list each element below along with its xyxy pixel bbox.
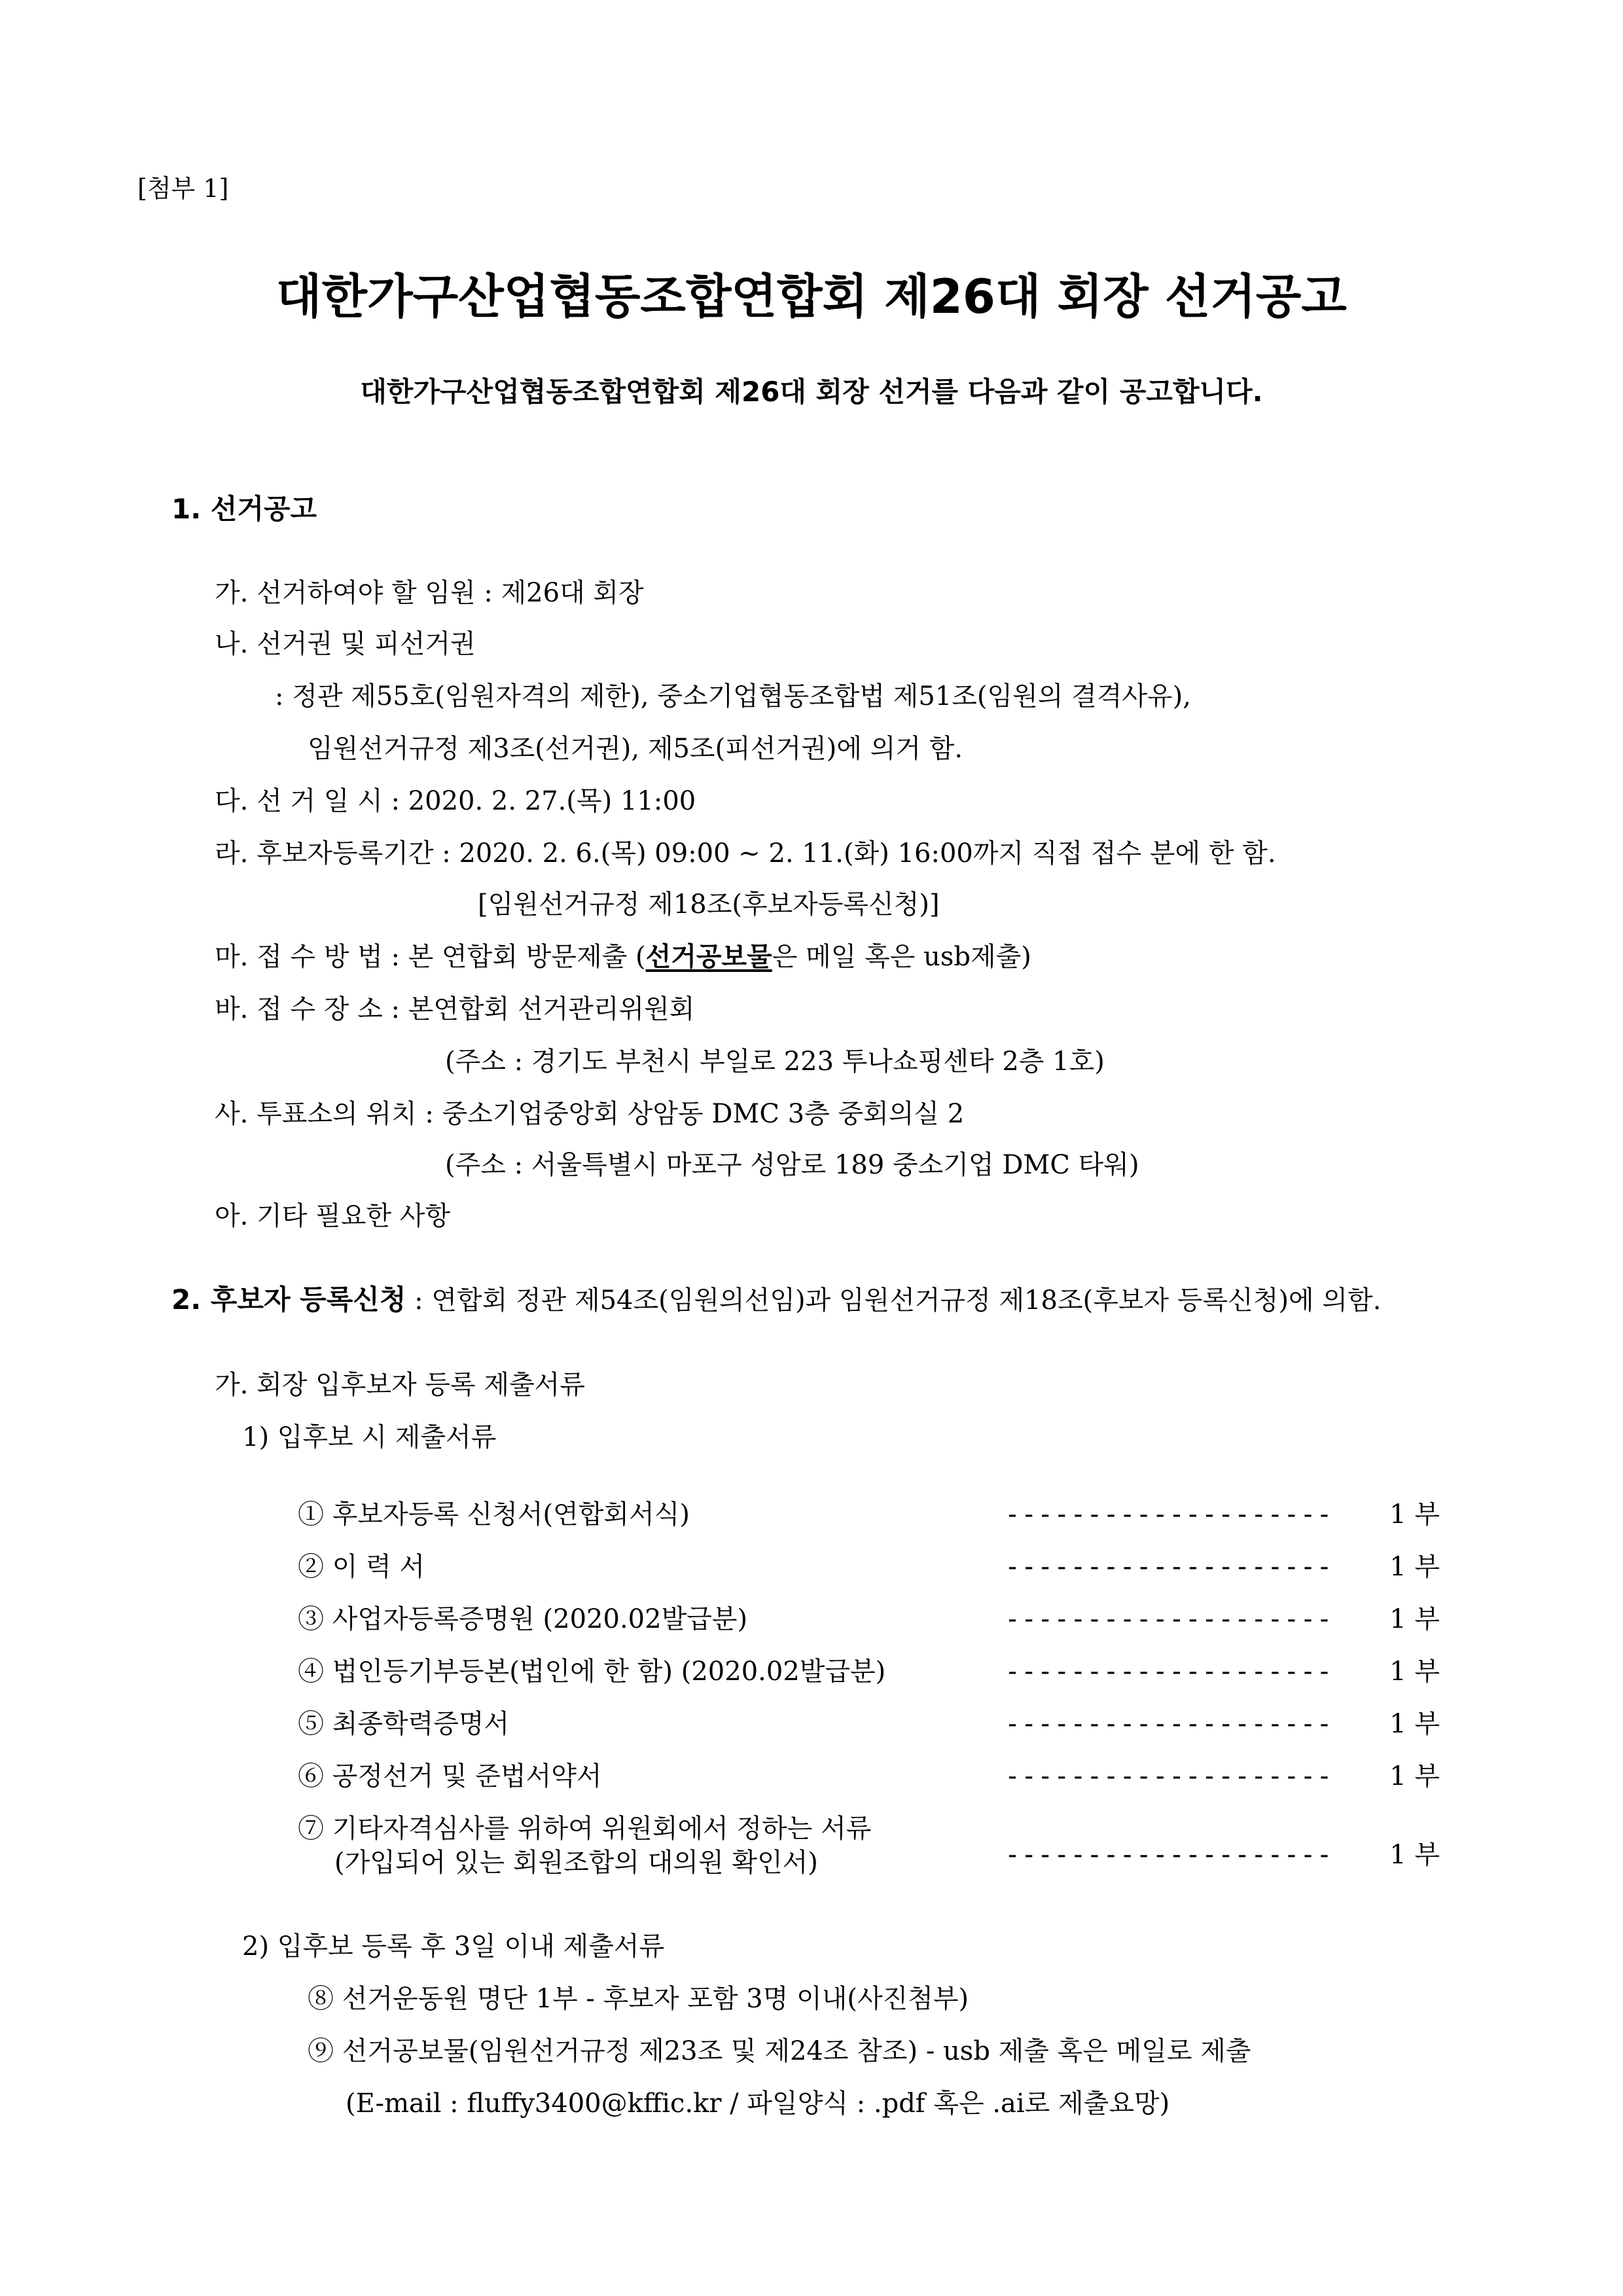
section2-item-9: ⑨ 선거공보물(임원선거규정 제23조 및 제24조 참조) - usb 제출 혹은 메일로 제출 — [308, 2036, 1251, 2066]
section1-item-h: 아. 기타 필요한 사항 — [215, 1201, 450, 1231]
section1-item-g-address: (주소 : 서울특별시 마포구 성암로 189 중소기업 DMC 타워) — [445, 1150, 1139, 1180]
section1-item-a: 가. 선거하여야 할 임원 : 제26대 회장 — [215, 578, 644, 608]
document-label: ② 이 력 서 — [298, 1552, 425, 1582]
section2-heading-rest: : 연합회 정관 제54조(임원의선임)과 임원선거규정 제18조(후보자 등록신청)에 의함. — [406, 1285, 1382, 1316]
document-label-line1: ⑦ 기타자격심사를 위하여 위원회에서 정하는 서류 — [298, 1814, 872, 1844]
document-label: ① 후보자등록 신청서(연합회서식) — [298, 1499, 690, 1530]
section1-item-d: 라. 후보자등록기간 : 2020. 2. 6.(목) 09:00 ~ 2. 11.(화) 16:00까지 직접 접수 분에 한 함. — [215, 838, 1276, 869]
section2-heading-line — [171, 1283, 1381, 1318]
section1-item-d-note: [임원선거규정 제18조(후보자등록신청)] — [478, 889, 940, 920]
document-row — [298, 1812, 1440, 1888]
document-label — [298, 1812, 871, 1880]
document-label-line2: (가입되어 있는 회원조합의 대의원 확인서) — [334, 1848, 818, 1878]
section1-item-e — [215, 940, 1031, 974]
dotted-leader: -------------------- — [1005, 1761, 1333, 1791]
dotted-leader: -------------------- — [1005, 1840, 1333, 1870]
section2-item-a: 가. 회장 입후보자 등록 제출서류 — [215, 1370, 585, 1400]
section1-item-f-address: (주소 : 경기도 부천시 부일로 223 투나쇼핑센타 2층 1호) — [445, 1047, 1105, 1077]
section1-item-b: 나. 선거권 및 피선거권 — [215, 629, 476, 659]
attachment-label: [첨부 1] — [137, 174, 229, 203]
dotted-leader: -------------------- — [1005, 1657, 1333, 1687]
section2-sub1: 1) 입후보 시 제출서류 — [242, 1422, 497, 1452]
document-count: 1 부 — [1389, 1552, 1440, 1582]
document-count: 1 부 — [1389, 1604, 1440, 1634]
dotted-leader: -------------------- — [1005, 1552, 1333, 1582]
document-label: ④ 법인등기부등본(법인에 한 함) (2020.02발급분) — [298, 1657, 886, 1687]
section1-item-b-line1: : 정관 제55호(임원자격의 제한), 중소기업협동조합법 제51조(임원의 결격사유), — [275, 681, 1191, 711]
section2-heading: 2. 후보자 등록신청 — [171, 1283, 406, 1316]
dotted-leader: -------------------- — [1005, 1499, 1333, 1530]
section1-item-e-suffix: 은 메일 혹은 usb제출) — [772, 942, 1031, 972]
section1-heading: 1. 선거공고 — [171, 493, 317, 525]
document-count: 1 부 — [1389, 1657, 1440, 1687]
section1-item-c: 다. 선 거 일 시 : 2020. 2. 27.(목) 11:00 — [215, 786, 696, 816]
dotted-leader: -------------------- — [1005, 1709, 1333, 1739]
page-title: 대한가구산업협동조합연합회 제26대 회장 선거공고 — [276, 269, 1347, 324]
document-count: 1 부 — [1389, 1709, 1440, 1739]
document-count: 1 부 — [1389, 1499, 1440, 1530]
document-count: 1 부 — [1389, 1761, 1440, 1791]
section1-item-e-bold: 선거공보물 — [645, 942, 772, 972]
section1-item-g: 사. 투표소의 위치 : 중소기업중앙회 상암동 DMC 3층 중회의실 2 — [215, 1099, 965, 1129]
document-label: ③ 사업자등록증명원 (2020.02발급분) — [298, 1604, 748, 1634]
section2-item-8: ⑧ 선거운동원 명단 1부 - 후보자 포함 3명 이내(사진첨부) — [308, 1984, 969, 2014]
section2-item-9-note: (E-mail : fluffy3400@kffic.kr / 파일양식 : .pdf 혹은 .ai로 제출요망) — [346, 2089, 1170, 2119]
section1-item-b-line2: 임원선거규정 제3조(선거권), 제5조(피선거권)에 의거 함. — [308, 734, 963, 764]
dotted-leader: -------------------- — [1005, 1604, 1333, 1634]
section1-item-f: 바. 접 수 장 소 : 본연합회 선거관리위원회 — [215, 994, 695, 1024]
section1-item-e-prefix: 마. 접 수 방 법 : 본 연합회 방문제출 ( — [215, 942, 646, 972]
section2-sub2: 2) 입후보 등록 후 3일 이내 제출서류 — [242, 1931, 665, 1962]
document-label: ⑥ 공정선거 및 준법서약서 — [298, 1761, 602, 1791]
document-count: 1 부 — [1389, 1840, 1440, 1870]
document-label: ⑤ 최종학력증명서 — [298, 1709, 510, 1739]
page-subtitle: 대한가구산업협동조합연합회 제26대 회장 선거를 다음과 같이 공고합니다. — [360, 376, 1263, 408]
